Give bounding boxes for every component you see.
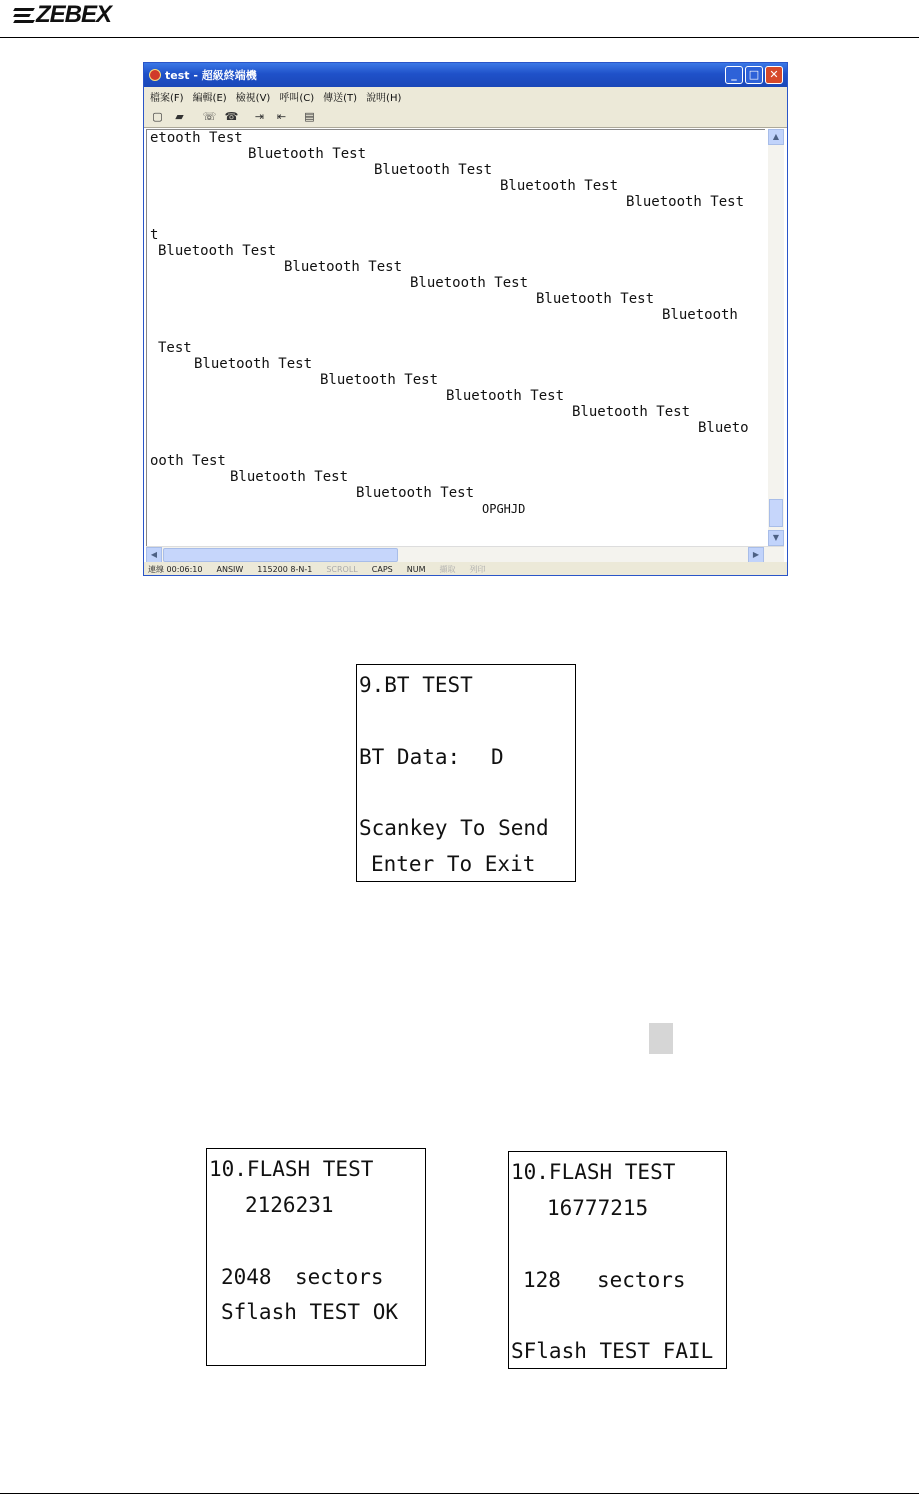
app-icon <box>149 69 161 81</box>
zebex-logo <box>14 2 111 28</box>
bt-send-instruction: Scankey To Send <box>359 816 549 840</box>
bt-test-screen <box>356 664 576 882</box>
terminal-line: Bluetooth Test <box>158 243 277 259</box>
logo-text: ZEBEX <box>36 1 112 28</box>
close-button[interactable]: ✕ <box>765 66 783 84</box>
terminal-line: t <box>150 227 159 243</box>
gray-square <box>649 1023 673 1054</box>
scroll-right-icon[interactable]: ▶ <box>748 547 764 563</box>
terminal-line: Bluetooth Test <box>500 178 619 194</box>
flash-ok-sectors-count: 2048 <box>221 1265 272 1289</box>
hyperterminal-window <box>143 62 788 576</box>
window-title: test - 超級終端機 <box>165 69 257 82</box>
terminal-line: Test <box>158 340 192 356</box>
bt-data-value: D <box>491 745 504 769</box>
terminal-line: Bluetooth Test <box>194 356 313 372</box>
menu-transfer[interactable]: 傳送(T) <box>323 93 358 104</box>
footer-rule <box>0 1493 919 1494</box>
terminal-line: etooth Test <box>150 130 243 146</box>
scroll-up-icon[interactable]: ▲ <box>768 129 784 145</box>
terminal-line: Bluetooth Test <box>536 291 655 307</box>
horizontal-scrollbar[interactable] <box>146 546 784 563</box>
flash-fail-sectors-label: sectors <box>597 1268 686 1292</box>
flash-fail-value: 16777215 <box>547 1196 649 1220</box>
flash-fail-sectors-count: 128 <box>523 1268 561 1292</box>
bt-test-title: 9.BT TEST <box>359 673 473 697</box>
terminal-line: Bluetooth Test <box>356 485 475 501</box>
window-titlebar[interactable] <box>144 63 787 87</box>
terminal-line: OPGHJD <box>482 502 526 516</box>
flash-fail-result: SFlash TEST FAIL <box>511 1339 714 1363</box>
flash-test-ok-screen <box>206 1148 426 1366</box>
scroll-left-icon[interactable]: ◀ <box>146 547 162 563</box>
new-file-icon[interactable]: ▢ <box>152 110 163 123</box>
terminal-line: Bluetooth Test <box>284 259 403 275</box>
bt-exit-instruction: Enter To Exit <box>371 852 536 876</box>
status-caps: CAPS <box>371 565 393 574</box>
horizontal-scroll-thumb[interactable] <box>163 548 398 562</box>
menu-call[interactable]: 呼叫(C) <box>279 93 315 104</box>
status-connected: 連線 00:06:10 <box>148 565 203 574</box>
flash-ok-title: 10.FLASH TEST <box>209 1157 374 1181</box>
logo-stripes-icon <box>14 5 34 25</box>
flash-test-fail-screen <box>508 1151 727 1369</box>
status-scroll: SCROLL <box>326 565 358 574</box>
terminal-line: ooth Test <box>150 453 226 469</box>
bt-data-label: BT Data: <box>359 745 461 769</box>
menu-file[interactable]: 檔案(F) <box>150 93 184 104</box>
flash-ok-sectors-label: sectors <box>295 1265 384 1289</box>
open-folder-icon[interactable]: ▰ <box>175 110 184 123</box>
terminal-line: Bluetooth Test <box>626 194 745 210</box>
terminal-line: Bluetooth Test <box>446 388 565 404</box>
menu-help[interactable]: 說明(H) <box>366 93 402 104</box>
terminal-line: Bluetooth Test <box>410 275 529 291</box>
terminal-line: Bluetooth Test <box>572 404 691 420</box>
properties-icon[interactable]: ▤ <box>304 110 315 123</box>
phone-icon[interactable]: ☎ <box>224 110 239 123</box>
menu-edit[interactable]: 編輯(E) <box>192 93 227 104</box>
status-print: 列印 <box>469 565 486 574</box>
menu-bar <box>144 87 787 106</box>
flash-ok-result: Sflash TEST OK <box>221 1300 399 1324</box>
scroll-down-icon[interactable]: ▼ <box>768 530 784 546</box>
toolbar <box>144 106 787 128</box>
vertical-scroll-thumb[interactable] <box>769 499 783 527</box>
terminal-line: Bluetooth Test <box>320 372 439 388</box>
maximize-button[interactable]: □ <box>745 66 763 84</box>
header-rule <box>0 37 919 38</box>
terminal-output[interactable] <box>146 129 765 547</box>
disconnect-icon[interactable]: ☏ <box>202 110 217 123</box>
terminal-line: Bluetooth Test <box>248 146 367 162</box>
status-capture: 擷取 <box>439 565 456 574</box>
receive-icon[interactable]: ⇤ <box>276 110 287 123</box>
status-bar <box>144 562 787 576</box>
terminal-line: Bluetooth <box>662 307 738 323</box>
terminal-line: Blueto <box>698 420 749 436</box>
minimize-button[interactable]: _ <box>725 66 743 84</box>
status-port: 115200 8-N-1 <box>257 565 313 574</box>
vertical-scrollbar[interactable] <box>768 129 784 546</box>
flash-fail-title: 10.FLASH TEST <box>511 1160 676 1184</box>
status-emulation: ANSIW <box>216 565 244 574</box>
terminal-line: Bluetooth Test <box>230 469 349 485</box>
send-icon[interactable]: ⇥ <box>254 110 265 123</box>
flash-ok-value: 2126231 <box>245 1193 334 1217</box>
terminal-line: Bluetooth Test <box>374 162 493 178</box>
status-num: NUM <box>406 565 426 574</box>
menu-view[interactable]: 檢視(V) <box>235 93 271 104</box>
